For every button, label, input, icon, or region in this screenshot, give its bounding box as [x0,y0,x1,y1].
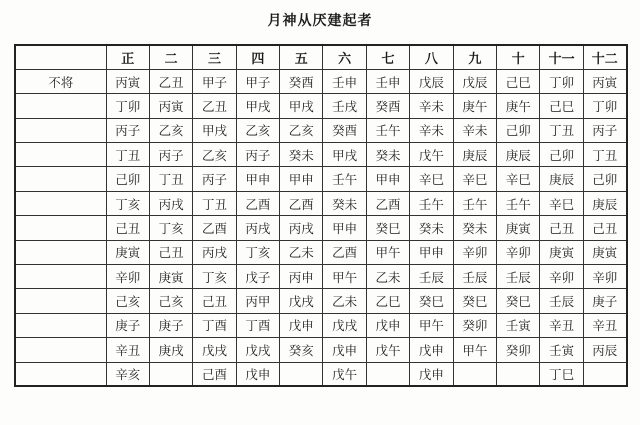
table-cell: 壬午 [497,191,540,215]
table-cell: 乙酉 [366,191,409,215]
table-cell: 丁卯 [583,94,626,118]
table-cell [497,362,540,386]
table-cell: 壬申 [366,69,409,93]
month-header: 八 [410,45,453,69]
table-cell: 戊申 [410,338,453,362]
table-cell: 己丑 [193,289,236,313]
row-label [15,143,106,167]
table-cell: 甲申 [410,240,453,264]
table-cell: 庚午 [497,94,540,118]
table-cell: 丙戌 [280,216,323,240]
table-cell: 戊申 [236,362,279,386]
table-cell: 庚寅 [497,216,540,240]
table-cell: 戊申 [323,338,366,362]
table-cell: 癸未 [410,216,453,240]
table-cell: 乙亥 [149,118,192,142]
table-cell: 丙甲 [236,289,279,313]
table-cell: 癸未 [453,216,496,240]
month-header: 四 [236,45,279,69]
row-label [15,362,106,386]
table-cell: 辛卯 [106,265,149,289]
row-label [15,265,106,289]
table-cell: 丁亥 [149,216,192,240]
table-cell: 己丑 [540,216,583,240]
table-row [15,167,627,191]
table-cell: 乙酉 [193,216,236,240]
table-cell: 戊辰 [453,69,496,93]
month-header: 三 [193,45,236,69]
table-row [15,338,627,362]
table-cell: 丙申 [280,265,323,289]
table-cell: 乙巳 [366,289,409,313]
table-cell: 己亥 [106,289,149,313]
table-cell: 丙辰 [583,338,626,362]
table-cell: 庚子 [583,289,626,313]
table-cell: 乙酉 [323,240,366,264]
table-cell: 丁亥 [193,265,236,289]
table-cell: 丁亥 [236,240,279,264]
row-label [15,94,106,118]
table-cell: 辛巳 [453,167,496,191]
table-cell: 戊戌 [323,313,366,337]
table-cell: 癸未 [280,143,323,167]
table-row [15,143,627,167]
table-cell: 辛未 [410,118,453,142]
table-cell: 辛亥 [106,362,149,386]
table-cell: 壬辰 [497,265,540,289]
table-cell: 壬午 [453,191,496,215]
table-cell: 庚辰 [583,191,626,215]
table-cell: 乙酉 [280,191,323,215]
table-cell: 壬午 [410,191,453,215]
table-cell: 戊午 [366,338,409,362]
table-cell: 庚辰 [540,167,583,191]
table-cell: 戊午 [323,362,366,386]
table-cell: 戊子 [236,265,279,289]
table-cell: 癸酉 [366,94,409,118]
table-cell: 戊戌 [193,338,236,362]
table-cell: 壬午 [323,167,366,191]
table-cell: 己丑 [583,216,626,240]
table-row [15,94,627,118]
table-cell: 辛丑 [106,338,149,362]
table-cell: 乙亥 [236,118,279,142]
table-cell: 庚寅 [149,265,192,289]
table-cell: 辛未 [410,94,453,118]
table-cell: 庚子 [106,313,149,337]
month-header: 正 [106,45,149,69]
table-cell: 辛丑 [540,313,583,337]
table-cell: 甲申 [280,167,323,191]
table-row [15,362,627,386]
table-cell: 戊午 [410,143,453,167]
table-cell: 丁卯 [540,69,583,93]
row-label [15,289,106,313]
table-cell: 乙未 [323,289,366,313]
table-cell: 庚寅 [540,240,583,264]
table-cell: 乙丑 [149,69,192,93]
table-cell [366,362,409,386]
table-cell: 辛卯 [583,265,626,289]
table-cell: 戊戌 [280,289,323,313]
table-row [15,313,627,337]
table-cell: 辛卯 [540,265,583,289]
table-cell: 辛巳 [540,191,583,215]
table-cell: 己卯 [497,118,540,142]
table-row [15,216,627,240]
table-cell: 甲午 [323,265,366,289]
table-cell: 甲子 [236,69,279,93]
table-cell: 壬午 [366,118,409,142]
table-row [15,191,627,215]
table-cell: 癸巳 [410,289,453,313]
table-cell: 辛未 [453,118,496,142]
table-row [15,69,627,93]
table-cell: 甲午 [410,313,453,337]
month-header: 二 [149,45,192,69]
table-cell: 庚辰 [453,143,496,167]
table-cell: 乙酉 [236,191,279,215]
month-header: 十 [497,45,540,69]
table-cell: 癸巳 [366,216,409,240]
table-cell: 丁丑 [149,167,192,191]
table-cell: 戊申 [366,313,409,337]
table-cell: 己酉 [193,362,236,386]
table-cell: 庚午 [453,94,496,118]
table-cell: 丙寅 [149,94,192,118]
table-cell: 庚戌 [149,338,192,362]
table-cell: 丁卯 [106,94,149,118]
table-cell: 癸酉 [323,118,366,142]
table-cell: 甲子 [193,69,236,93]
table-cell: 癸巳 [453,289,496,313]
table-row [15,118,627,142]
month-header: 十一 [540,45,583,69]
table-cell: 戊申 [410,362,453,386]
table-cell: 甲申 [236,167,279,191]
table-cell: 甲戌 [236,94,279,118]
row-label [15,167,106,191]
row-label [15,191,106,215]
table-cell: 丁酉 [236,313,279,337]
table-cell [280,362,323,386]
table-cell: 丙子 [236,143,279,167]
table-cell: 甲午 [453,338,496,362]
row-label: 不将 [15,69,106,93]
table-cell: 戊辰 [410,69,453,93]
table-cell: 庚寅 [106,240,149,264]
table-cell: 乙亥 [193,143,236,167]
month-header: 六 [323,45,366,69]
table-cell: 丙寅 [106,69,149,93]
table-cell: 己巳 [497,69,540,93]
table-cell: 丙子 [583,118,626,142]
table-cell: 乙丑 [193,94,236,118]
table-cell: 壬辰 [453,265,496,289]
header-row [15,45,627,69]
table-cell: 庚辰 [497,143,540,167]
table-cell: 丁丑 [106,143,149,167]
table-cell: 丙子 [193,167,236,191]
table-cell: 丙子 [106,118,149,142]
table-cell [453,362,496,386]
table-cell: 甲午 [366,240,409,264]
month-header: 九 [453,45,496,69]
table-cell [583,362,626,386]
row-label [15,240,106,264]
table-cell: 丙戌 [149,191,192,215]
table-cell: 癸卯 [453,313,496,337]
table-cell: 癸酉 [280,69,323,93]
month-header: 十二 [583,45,626,69]
table-cell: 辛巳 [497,167,540,191]
table-cell: 丙子 [149,143,192,167]
table-cell: 丁巳 [540,362,583,386]
table-cell: 庚子 [149,313,192,337]
table-cell: 己卯 [540,143,583,167]
header-corner [15,45,106,69]
table-cell: 乙未 [280,240,323,264]
data-table [14,44,628,387]
table-row [15,265,627,289]
table-cell: 丙戌 [193,240,236,264]
month-header: 五 [280,45,323,69]
table-cell: 丁亥 [106,191,149,215]
table-cell: 甲戌 [280,94,323,118]
table-cell: 丁丑 [583,143,626,167]
table-cell: 壬申 [323,69,366,93]
table-cell: 壬寅 [540,338,583,362]
table-cell: 甲申 [366,167,409,191]
table-cell: 丁丑 [540,118,583,142]
table-cell: 庚寅 [583,240,626,264]
table-cell: 己巳 [540,94,583,118]
table-cell: 甲戌 [193,118,236,142]
table-cell: 癸未 [366,143,409,167]
table-cell: 乙亥 [280,118,323,142]
table-cell: 辛卯 [453,240,496,264]
table-cell: 癸未 [323,191,366,215]
table-cell: 壬辰 [410,265,453,289]
table-cell: 乙未 [366,265,409,289]
table-cell: 癸卯 [497,338,540,362]
table-cell: 壬戌 [323,94,366,118]
table-row [15,289,627,313]
table-cell: 己亥 [149,289,192,313]
table-cell: 己丑 [106,216,149,240]
table-cell: 丙戌 [236,216,279,240]
table-cell: 壬寅 [497,313,540,337]
table-cell: 辛丑 [583,313,626,337]
table-cell: 戊戌 [236,338,279,362]
table-cell: 戊申 [280,313,323,337]
table-cell: 甲申 [323,216,366,240]
table-row [15,240,627,264]
table-cell: 己卯 [583,167,626,191]
table-cell: 辛巳 [410,167,453,191]
table-cell: 丙寅 [583,69,626,93]
row-label [15,338,106,362]
row-label [15,118,106,142]
table-cell: 癸巳 [497,289,540,313]
table-cell: 丁丑 [193,191,236,215]
row-label [15,216,106,240]
row-label [15,313,106,337]
table-cell: 辛卯 [497,240,540,264]
table-cell: 癸亥 [280,338,323,362]
table-cell: 甲戌 [323,143,366,167]
table-cell [149,362,192,386]
page-title: 月神从厌建起者 [267,13,373,29]
table-cell: 壬辰 [540,289,583,313]
table-cell: 己丑 [149,240,192,264]
table-cell: 丁酉 [193,313,236,337]
table-cell: 己卯 [106,167,149,191]
month-header: 七 [366,45,409,69]
